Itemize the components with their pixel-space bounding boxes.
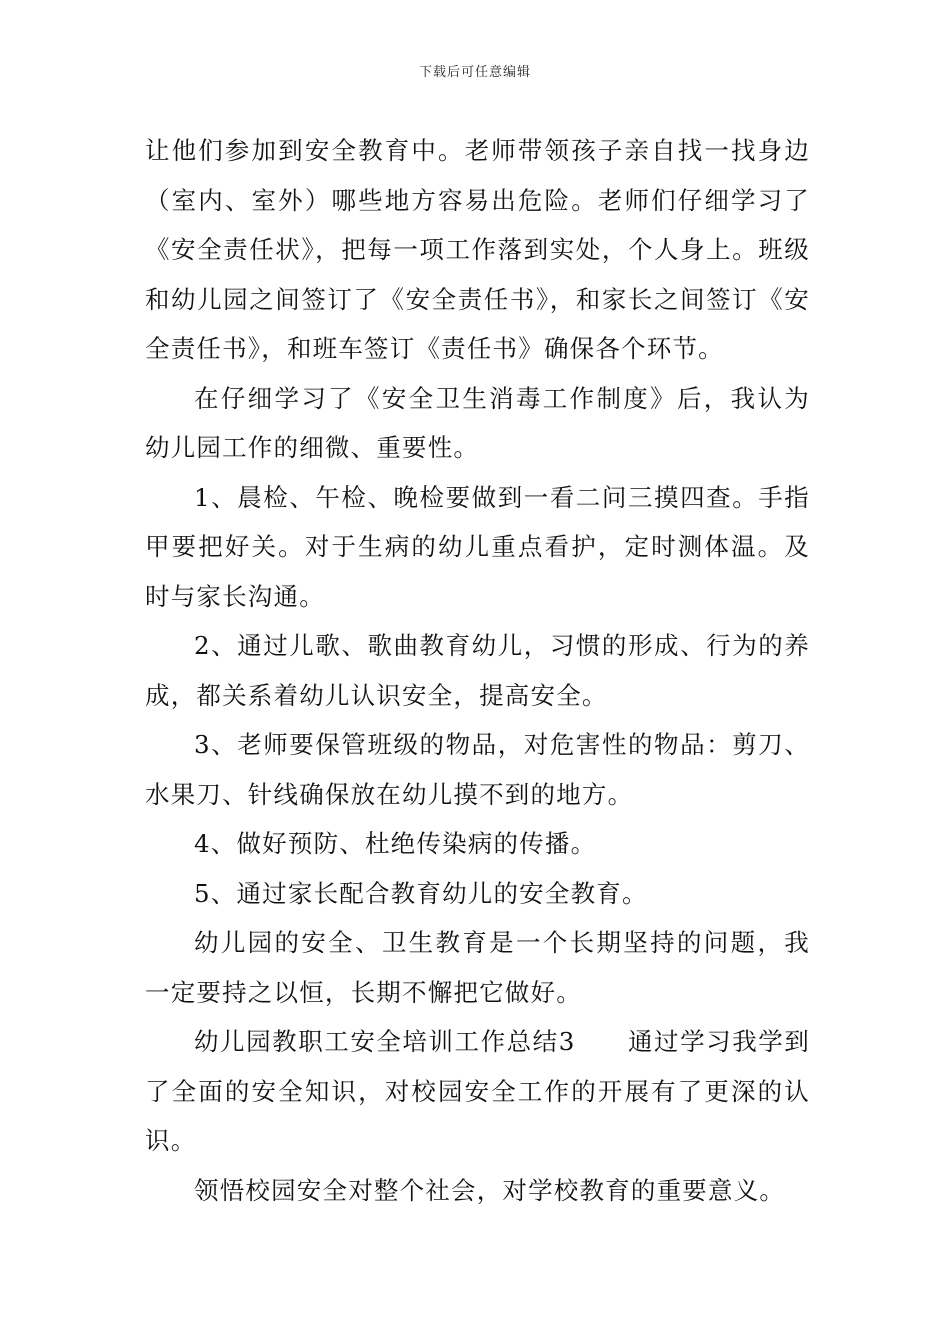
list-item-4: 4、做好预防、杜绝传染病的传播。 (194, 829, 597, 858)
paragraph-summary-3: 幼儿园教职工安全培训工作总结3 通过学习我学到了全面的安全知识，对校园安全工作的开展有了更深的认识。 (145, 1027, 810, 1155)
document-body (145, 126, 810, 1215)
paragraph-safety-system: 在仔细学习了《安全卫生消毒工作制度》后，我认为幼儿园工作的细微、重要性。 (145, 383, 810, 462)
paragraph-conclusion: 幼儿园的安全、卫生教育是一个长期坚持的问题，我一定要持之以恒，长期不懈把它做好。 (145, 928, 810, 1007)
paragraph-significance: 领悟校园安全对整个社会，对学校教育的重要意义。 (194, 1175, 786, 1205)
list-item-2: 2、通过儿歌、歌曲教育幼儿，习惯的形成、行为的养成，都关系着幼儿认识安全，提高安全。 (145, 631, 810, 710)
paragraph-continuation: 让他们参加到安全教育中。老师带领孩子亲自找一找身边（室内、室外）哪些地方容易出危险。老师们仔细学习了《安全责任状》，把每一项工作落到实处，个人身上。班级和幼儿园之间签订了《安全责任书》，和家长之间签订《安全责任书》，和班车签订《责任书》确保各个环节。 (145, 136, 810, 363)
list-item-1: 1、晨检、午检、晚检要做到一看二问三摸四查。手指甲要把好关。对于生病的幼儿重点看护，定时测体温。及时与家长沟通。 (145, 482, 810, 611)
list-item-3: 3、老师要保管班级的物品，对危害性的物品：剪刀、水果刀、针线确保放在幼儿摸不到的地方。 (145, 730, 810, 809)
page-header-note: 下载后可任意编辑 (418, 65, 531, 80)
list-item-5: 5、通过家长配合教育幼儿的安全教育。 (194, 878, 648, 908)
